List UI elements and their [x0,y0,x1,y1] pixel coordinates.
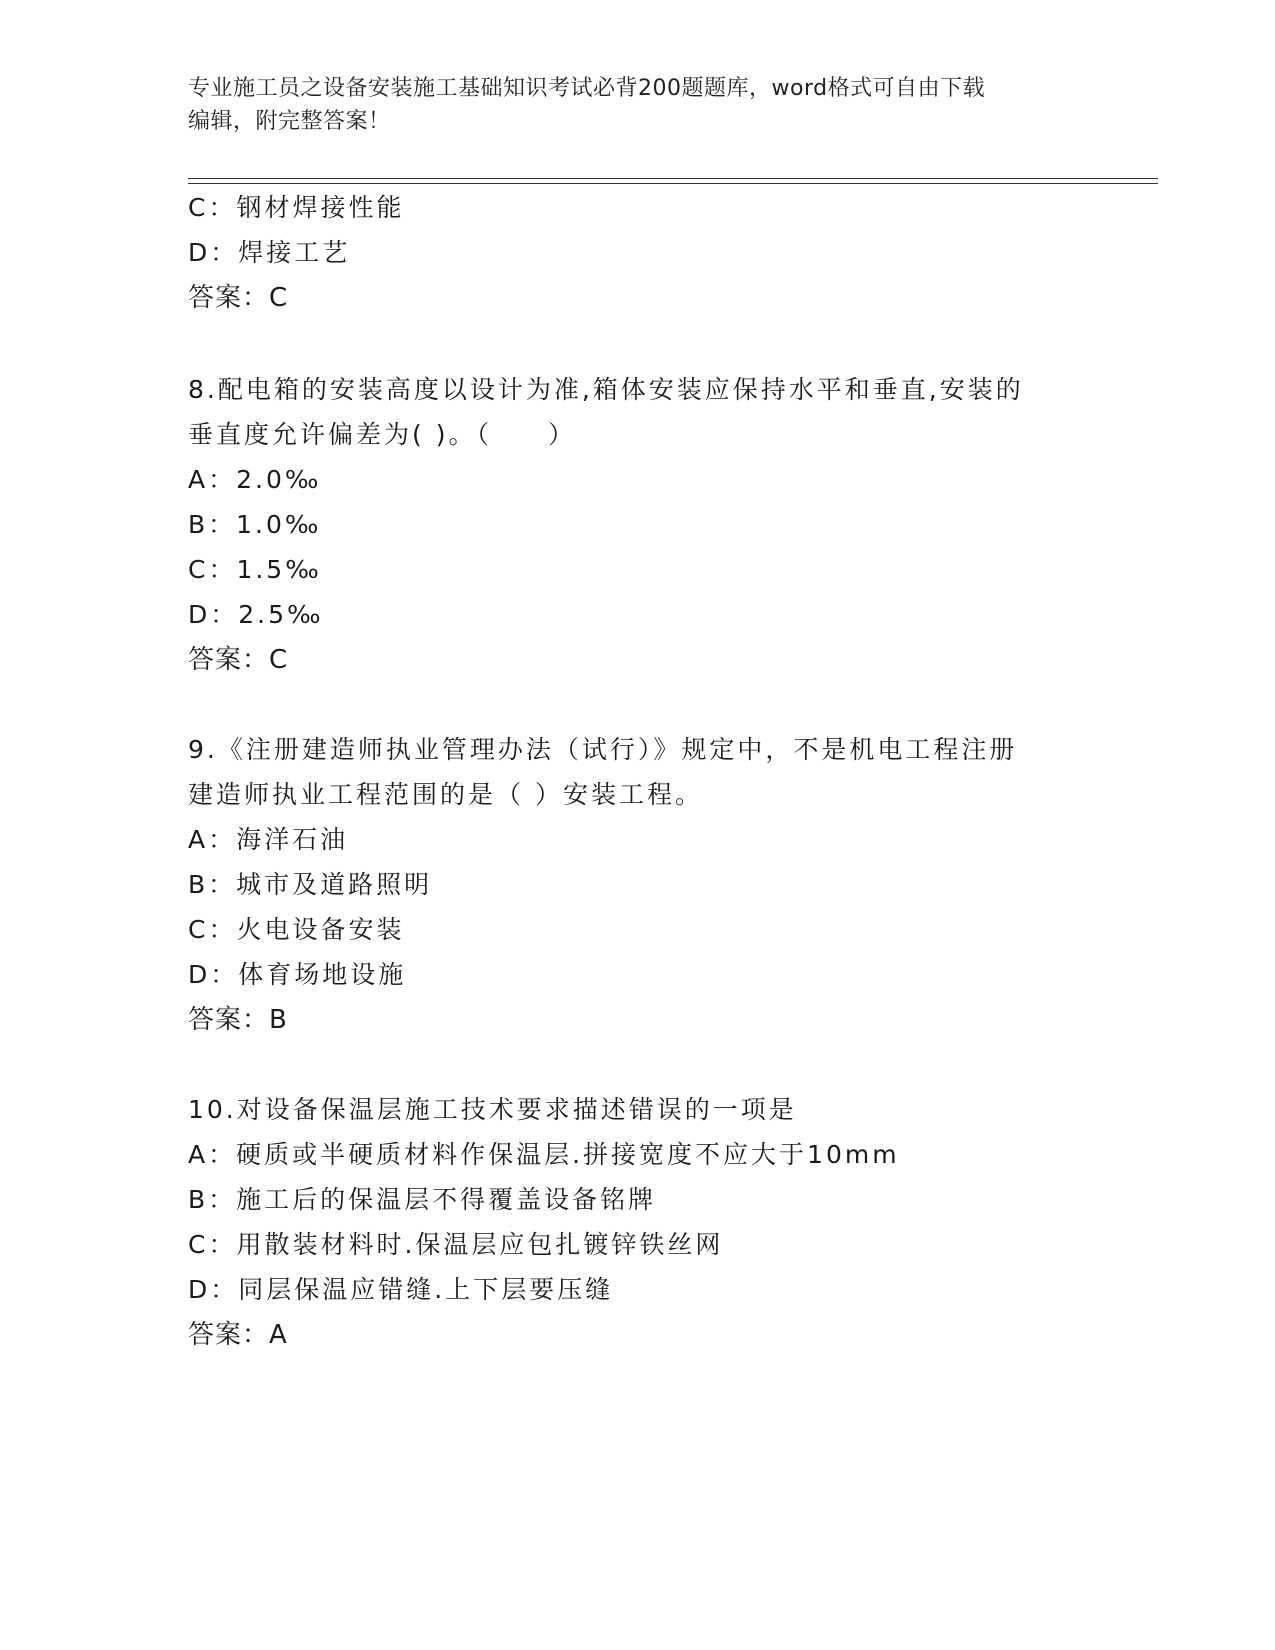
q10-answer: 答案：A [188,1320,288,1350]
q7-option-d: D：焊接工艺 [188,238,351,267]
q9-stem-line2: 建造师执业工程范围的是（ ）安装工程。 [188,780,703,809]
q8-stem-line2: 垂直度允许偏差为( )。（ ） [188,420,576,449]
q8-option-d: D：2.5‰ [188,600,324,629]
q8-stem-line1: 8.配电箱的安装高度以设计为准,箱体安装应保持水平和垂直,安装的 [188,375,1024,404]
header-divider-top [188,178,1158,179]
q8-option-c: C：1.5‰ [188,555,322,584]
document-header [188,72,1068,138]
q8-option-a: A：2.0‰ [188,465,322,494]
q9-option-c: C：火电设备安装 [188,915,405,944]
header-title-line2: 编辑，附完整答案！ [188,109,391,134]
q9-option-b: B：城市及道路照明 [188,870,433,899]
q8-option-b: B：1.0‰ [188,510,322,539]
q7-answer: 答案：C [188,283,289,313]
header-title-line1: 专业施工员之设备安装施工基础知识考试必背200题题库，word格式可自由下载 [188,76,986,101]
q9-option-a: A：海洋石油 [188,825,349,854]
q7-option-c: C：钢材焊接性能 [188,193,405,222]
q8-answer: 答案：C [188,645,289,675]
q10-option-a: A：硬质或半硬质材料作保温层.拼接宽度不应大于10mm [188,1140,900,1169]
q10-option-c: C：用散装材料时.保温层应包扎镀锌铁丝网 [188,1230,724,1259]
q10-option-d: D：同层保温应错缝.上下层要压缝 [188,1275,614,1304]
q10-option-b: B：施工后的保温层不得覆盖设备铭牌 [188,1185,657,1214]
header-divider-bottom [188,183,1158,184]
q9-stem-line1: 9.《注册建造师执业管理办法（试行）》规定中，不是机电工程注册 [188,735,1018,764]
q9-option-d: D：体育场地设施 [188,960,407,989]
q10-stem: 10.对设备保温层施工技术要求描述错误的一项是 [188,1095,797,1124]
q9-answer: 答案：B [188,1005,288,1035]
